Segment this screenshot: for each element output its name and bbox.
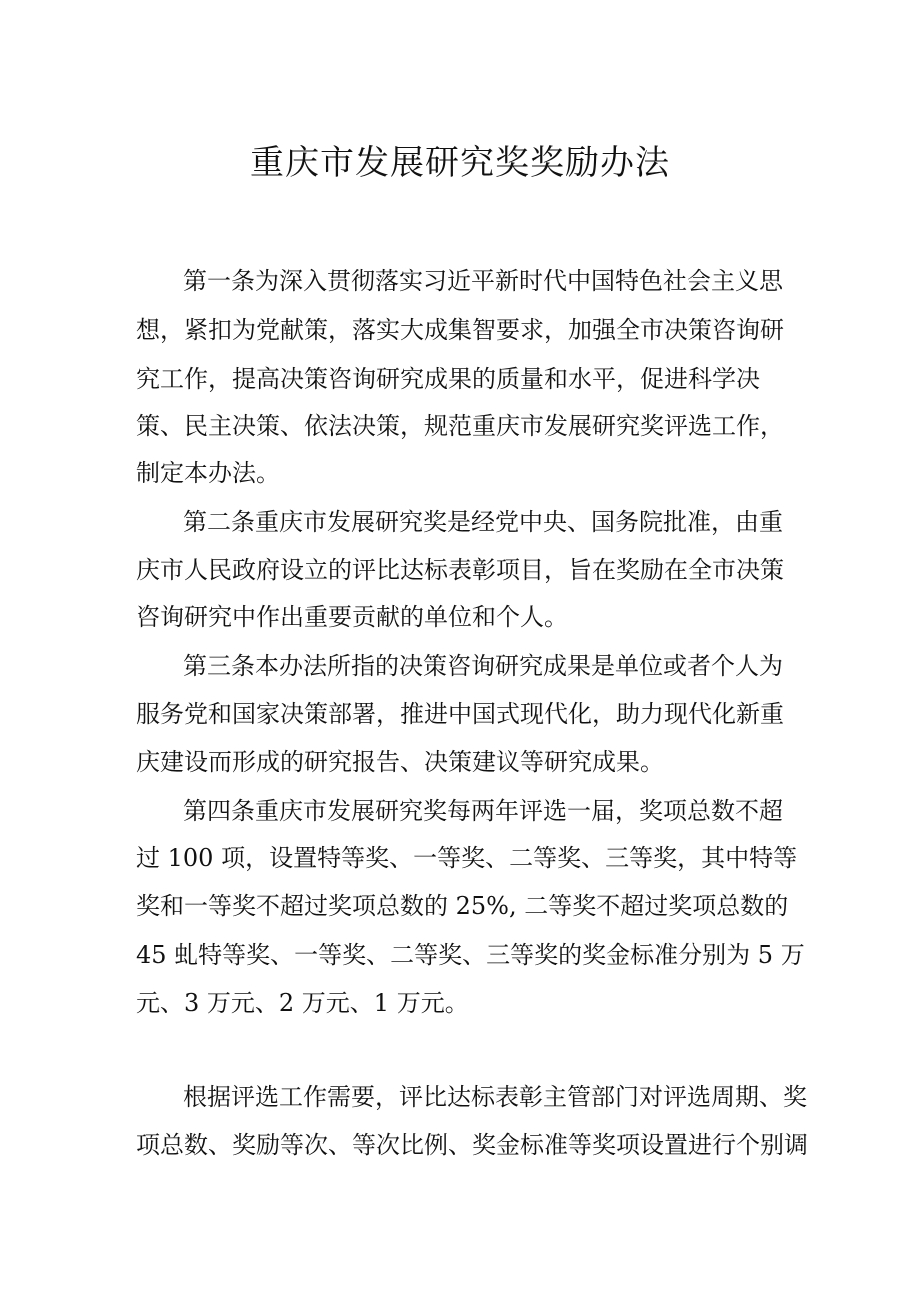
- text-line-18: 项总数、奖励等次、等次比例、奖金标准等奖项设置进行个别调: [136, 1131, 808, 1159]
- text-line-11: 庆建设而形成的研究报告、决策建议等研究成果。: [136, 748, 664, 776]
- text-line-14: 奖和一等奖不超过奖项总数的 25%, 二等奖不超过奖项总数的: [136, 892, 789, 920]
- text-line-6: 第二条重庆市发展研究奖是经党中央、国务院批准，由重: [183, 508, 783, 536]
- text-line-10: 服务党和国家决策部署，推进中国式现代化，助力现代化新重: [136, 700, 784, 728]
- text-line-17: 根据评选工作需要，评比达标表彰主管部门对评选周期、奖: [183, 1083, 807, 1111]
- text-line-5: 制定本办法。: [136, 459, 280, 487]
- text-line-4: 策、民主决策、依法决策，规范重庆市发展研究奖评选工作，: [136, 412, 784, 440]
- text-line-7: 庆市人民政府设立的评比达标表彰项目，旨在奖励在全市决策: [136, 556, 784, 584]
- text-line-8: 咨询研究中作出重要贡献的单位和个人。: [136, 603, 568, 631]
- text-line-9: 第三条本办法所指的决策咨询研究成果是单位或者个人为: [183, 652, 783, 680]
- text-line-15: 45 虬特等奖、一等奖、二等奖、三等奖的奖金标准分别为 5 万: [136, 941, 805, 969]
- text-line-3: 究工作，提高决策咨询研究成果的质量和水平，促进科学决: [136, 365, 760, 393]
- text-line-13: 过 100 项，设置特等奖、一等奖、二等奖、三等奖，其中特等: [136, 844, 798, 872]
- text-line-1: 第一条为深入贯彻落实习近平新时代中国特色社会主义思: [183, 267, 783, 295]
- document-title: 重庆市发展研究奖奖励办法: [250, 142, 670, 183]
- text-line-2: 想，紧扣为党献策，落实大成集智要求，加强全市决策咨询研: [136, 316, 784, 344]
- text-line-16: 元、3 万元、2 万元、1 万元。: [136, 989, 469, 1017]
- text-line-12: 第四条重庆市发展研究奖每两年评选一届，奖项总数不超: [183, 797, 783, 825]
